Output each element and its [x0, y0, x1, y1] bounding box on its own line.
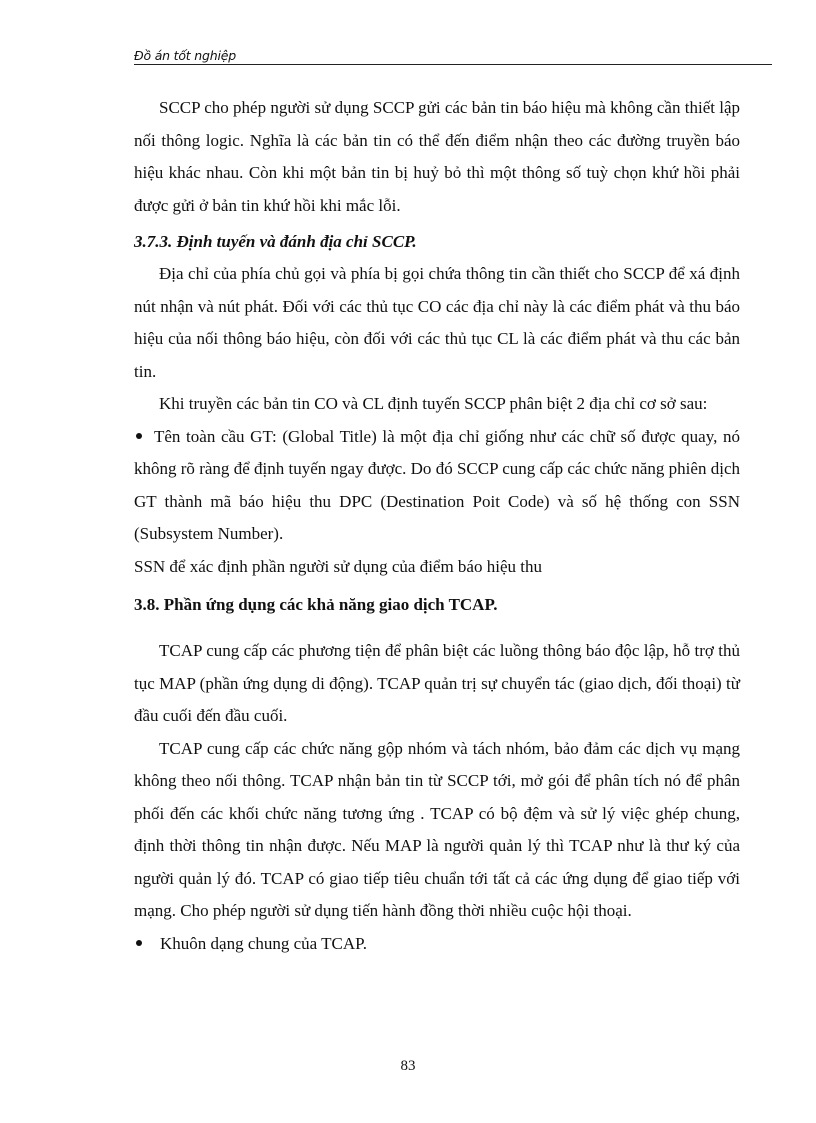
page-header — [134, 48, 772, 65]
page-number: 83 — [400, 1058, 416, 1074]
paragraph-sccp-connectionless: SCCP cho phép người sử dụng SCCP gửi các bản tin báo hiệu mà không cần thiết lập nối thông logic. Nghĩa là các bản tin có thể đến điểm nhận theo các đường truyền báo hiệu khác nhau. Còn khi một bản tin bị huỷ bỏ thì một thông số tuỳ chọn khứ hồi phải được gửi ở bản tin khứ hồi khi mắc lỗi. — [134, 98, 740, 215]
paragraph-addressing: Địa chỉ của phía chủ gọi và phía bị gọi chứa thông tin cần thiết cho SCCP để xá định nút nhận và nút phát. Đối với các thủ tục CO các địa chỉ này là các điểm phát và thu báo hiệu của nối thông báo hiệu, còn đối với các thủ tục CL là các điểm phát và thu các bản tin. — [134, 264, 740, 381]
header-title: Đồ án tốt nghiệp — [134, 48, 236, 63]
bullet-icon — [136, 433, 142, 439]
bullet-text: Tên toàn cầu GT: (Global Title) là một địa chỉ giống như các chữ số được quay, nó không rõ ràng để định tuyến ngay được. Do đó SCCP cung cấp các chức năng phiên dịch GT thành mã báo hiệu thu DPC (Destination Poit Code) và số hệ thống con SSN (Subsystem Number). — [134, 426, 740, 543]
paragraph-tcap-functions: TCAP cung cấp các chức năng gộp nhóm và tách nhóm, bảo đảm các dịch vụ mạng không theo nối thông. TCAP nhận bản tin từ SCCP tới, mở gói để phân tích nó để phân phối đến các khối chức năng tương ứng . TCAP có bộ đệm và sử lý việc ghép chung, định thời thông tin nhận được. Nếu MAP là người quản lý thì TCAP như là thư ký của người quản lý đó. TCAP có giao tiếp tiêu chuẩn tới tất cả các ứng dụng để giao tiếp với mạng. Cho phép người sử dụng tiến hành đồng thời nhiều cuộc hội thoại. — [134, 738, 740, 920]
paragraph-tcap-intro: TCAP cung cấp các phương tiện để phân biệt các luồng thông báo độc lập, hỗ trợ thủ tục MAP (phần ứng dụng di động). TCAP quản trị sự chuyển tác (giao dịch, đối thoại) từ đầu cuối đến đầu cuối. — [134, 641, 740, 725]
bullet-icon — [136, 940, 142, 946]
bullet-global-title — [134, 421, 740, 551]
document-body — [134, 92, 740, 960]
paragraph-base-addresses: Khi truyền các bản tin CO và CL định tuyến SCCP phân biệt 2 địa chỉ cơ sở sau: — [159, 394, 708, 413]
paragraph-ssn: SSN để xác định phần người sử dụng của điểm báo hiệu thu — [134, 556, 542, 576]
bullet-tcap-format — [134, 928, 740, 961]
section-heading-3-8: 3.8. Phần ứng dụng các khả năng giao dịch TCAP. — [134, 595, 498, 614]
bullet-text: Khuôn dạng chung của TCAP. — [160, 933, 367, 953]
section-heading-3-7-3: 3.7.3. Định tuyến và đánh địa chỉ SCCP. — [134, 232, 417, 251]
